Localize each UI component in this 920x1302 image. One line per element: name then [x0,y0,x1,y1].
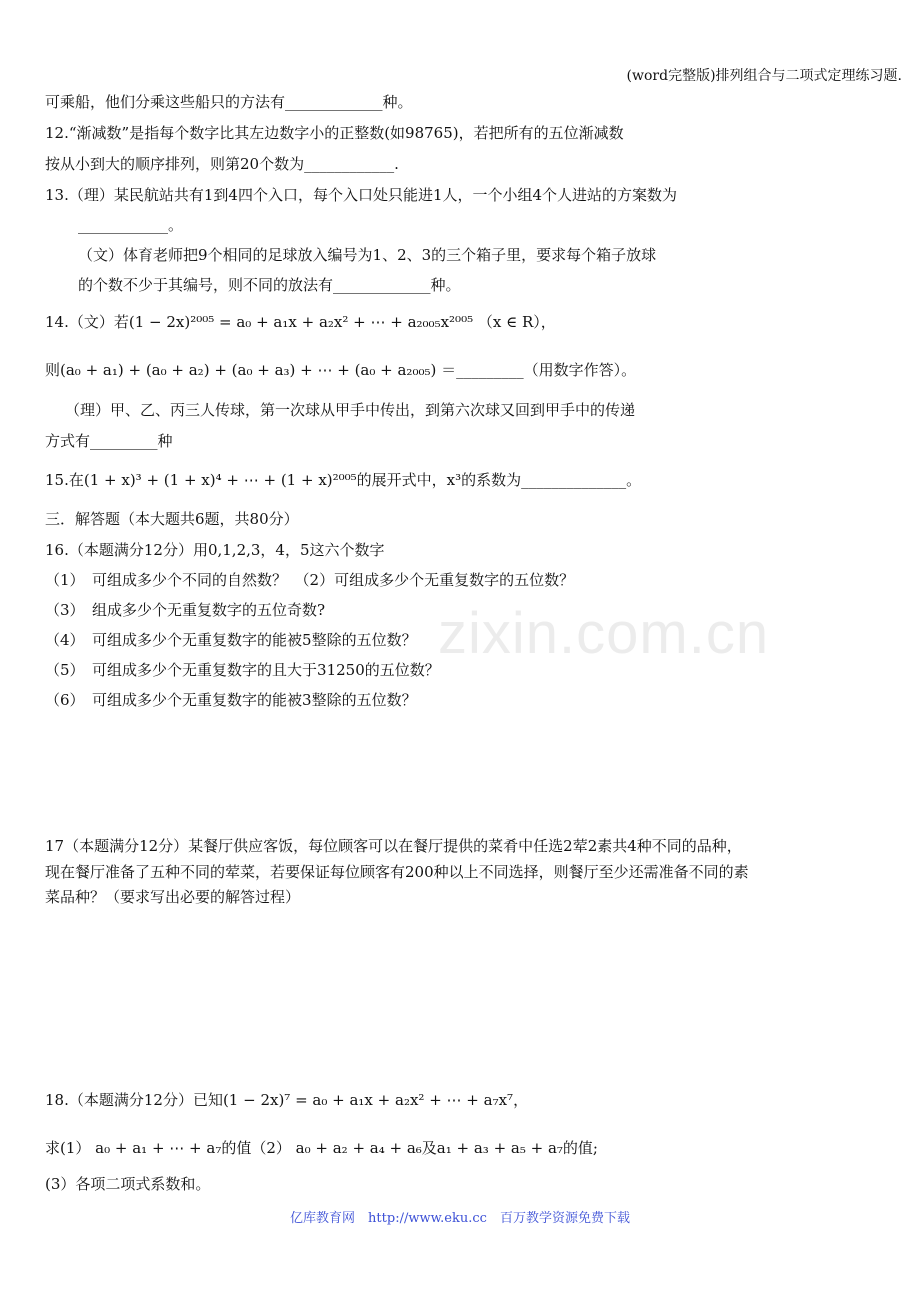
question-16-item: （6） 可组成多少个无重复数字的能被3整除的五位数？ [45,691,417,709]
question-13-line-1: 13.（理）某民航站共有1到4四个入口，每个入口处只能进1人，一个小组4个人进站的方案数为 [45,186,678,204]
question-18-line-1: 18.（本题满分12分）已知(1 − 2x)⁷ = a₀ + a₁x + a₂x² + ⋯ + a₇x⁷， [45,1091,529,1109]
question-18-line-2: 求(1） a₀ + a₁ + ⋯ + a₇的值（2） a₀ + a₂ + a₄ + a₆及a₁ + a₃ + a₅ + a₇的值; [45,1139,598,1157]
watermark: zixin.com.cn [438,601,770,666]
question-13-line-2: ____________。 [78,216,184,234]
question-16-intro: 16.（本题满分12分）用0,1,2,3，4，5这六个数字 [45,541,385,559]
question-14-li-line-1: （理）甲、乙、丙三人传球，第一次球从甲手中传出，到第六次球又回到甲手中的传递 [65,401,636,419]
question-17-line-2: 现在餐厅准备了五种不同的荤菜，若要保证每位顾客有200种以上不同选择，则餐厅至少还需准备不同的素 [45,863,749,881]
question-14-line-2: 则(a₀ + a₁) + (a₀ + a₂) + (a₀ + a₃) + ⋯ + (a₀ + a₂₀₀₅) ＝_________（用数字作答）。 [45,361,637,379]
question-18-line-3: (3）各项二项式系数和。 [45,1175,211,1193]
document-header: (word完整版)排列组合与二项式定理练习题. [626,68,902,84]
question-14-li-line-2: 方式有_________种 [45,432,173,450]
question-16-item: （4） 可组成多少个无重复数字的能被5整除的五位数？ [45,631,417,649]
question-13-wen-line-1: （文）体育老师把9个相同的足球放入编号为1、2、3的三个箱子里，要求每个箱子放球 [78,246,657,264]
question-12-line-1: 12.“渐减数”是指每个数字比其左边数字小的正整数(如98765)，若把所有的五位渐减数 [45,124,624,142]
question-17-line-1: 17（本题满分12分）某餐厅供应客饭，每位顾客可以在餐厅提供的菜肴中任选2荤2素共4种不同的品种， [45,837,742,855]
question-16-item: （5） 可组成多少个无重复数字的且大于31250的五位数？ [45,661,440,679]
question-12-line-2: 按从小到大的顺序排列，则第20个数为____________. [45,155,399,173]
text-line: 可乘船，他们分乘这些船只的方法有_____________种。 [45,93,413,111]
question-13-wen-line-2: 的个数不少于其编号，则不同的放法有_____________种。 [78,276,461,294]
question-16-item: （1） 可组成多少个不同的自然数？ （2）可组成多少个无重复数字的五位数？ [45,571,575,589]
question-16-item: （3） 组成多少个无重复数字的五位奇数? [45,601,326,619]
question-15-line: 15.在(1 + x)³ + (1 + x)⁴ + ⋯ + (1 + x)²⁰⁰⁵的展开式中，x³的系数为______________。 [45,471,642,489]
question-14-line-1: 14.（文）若(1 − 2x)²⁰⁰⁵ = a₀ + a₁x + a₂x² + ⋯ + a₂₀₀₅x²⁰⁰⁵ （x ∈ R）， [45,313,556,331]
section-3-heading: 三．解答题（本大题共6题，共80分） [45,510,299,528]
footer: 亿库教育网 http://www.eku.cc 百万教学资源免费下载 [290,1211,630,1226]
question-17-line-3: 菜品种？（要求写出必要的解答过程） [45,888,301,906]
